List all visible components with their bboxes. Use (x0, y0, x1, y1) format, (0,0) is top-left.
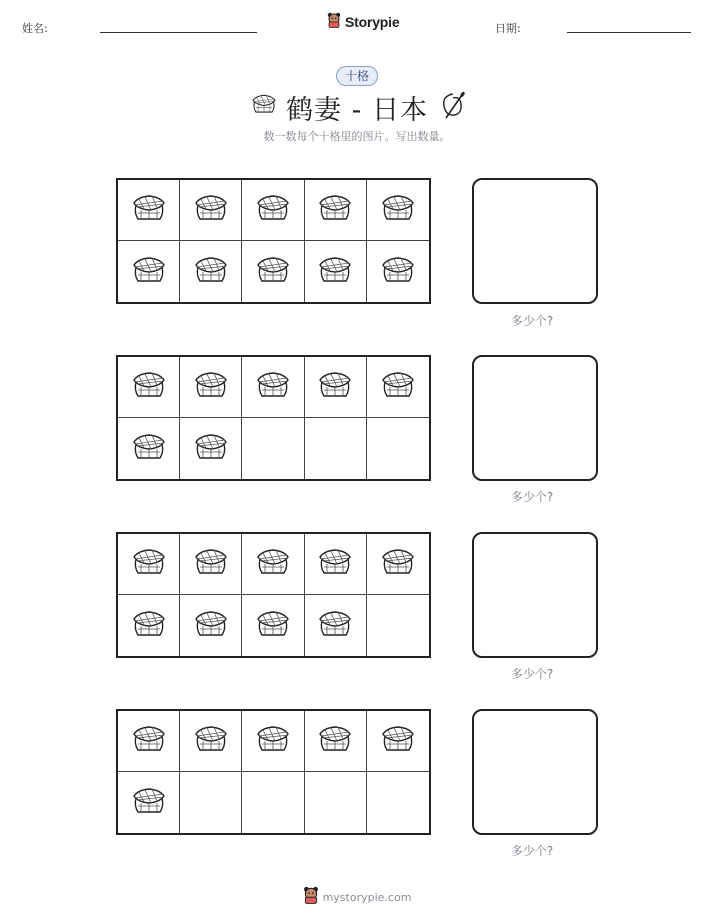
bear-mascot-icon (303, 886, 319, 908)
ten-frame-cell (180, 241, 242, 302)
ten-frame-cell (242, 772, 304, 833)
ten-frame-cell (367, 180, 429, 241)
bear-mascot-icon (327, 12, 341, 32)
ten-frame-cell (305, 180, 367, 241)
answer-box-2[interactable] (472, 355, 598, 481)
worksheet-title: 鹤妻 - 日本 (286, 95, 428, 126)
answer-box-3[interactable] (472, 532, 598, 658)
answer-prompt: 多少个? (510, 490, 554, 504)
folded-quilt-icon (130, 547, 168, 581)
answer-prompt: 多少个? (510, 314, 554, 328)
ten-frame-cell (305, 418, 367, 479)
ten-frame-cell (367, 241, 429, 302)
folded-quilt-icon (192, 370, 230, 404)
ten-frame-cell (367, 595, 429, 656)
folded-quilt-icon (192, 547, 230, 581)
folded-quilt-icon (379, 255, 417, 289)
folded-quilt-icon (130, 724, 168, 758)
folded-quilt-icon (192, 193, 230, 227)
folded-quilt-icon (316, 609, 354, 643)
folded-quilt-icon (316, 193, 354, 227)
folded-quilt-icon (192, 255, 230, 289)
ten-frame-cell (242, 418, 304, 479)
folded-quilt-icon (130, 370, 168, 404)
ten-frame-cell (305, 357, 367, 418)
ten-frame-cell (242, 241, 304, 302)
ten-frame-3 (116, 532, 431, 658)
brand-logo (327, 12, 399, 32)
ten-frame-cell (118, 180, 180, 241)
folded-quilt-icon (316, 547, 354, 581)
folded-quilt-icon (254, 255, 292, 289)
ten-frame-cell (180, 357, 242, 418)
ten-frame-4 (116, 709, 431, 835)
ten-frame-cell (242, 534, 304, 595)
date-label: 日期: (495, 22, 521, 35)
ten-frame-cell (367, 534, 429, 595)
folded-quilt-icon (316, 724, 354, 758)
ten-frame-cell (180, 534, 242, 595)
folded-quilt-icon (130, 432, 168, 466)
ten-frame-cell (118, 357, 180, 418)
ten-frame-cell (180, 711, 242, 772)
folded-quilt-icon (192, 609, 230, 643)
ten-frame-cell (305, 595, 367, 656)
ten-frame-cell (118, 595, 180, 656)
ten-frame-cell (118, 241, 180, 302)
name-line[interactable] (100, 32, 257, 33)
folded-quilt-icon (130, 255, 168, 289)
instructions: 数一数每个十格里的图片。写出数量。 (263, 130, 451, 143)
ten-frame-cell (242, 595, 304, 656)
ten-frame-cell (242, 357, 304, 418)
folded-quilt-icon (130, 193, 168, 227)
folded-quilt-icon (379, 370, 417, 404)
ten-frame-cell (305, 241, 367, 302)
answer-box-1[interactable] (472, 178, 598, 304)
ten-frame-cell (180, 595, 242, 656)
ten-frame-cell (118, 772, 180, 833)
folded-quilt-icon (254, 609, 292, 643)
answer-box-4[interactable] (472, 709, 598, 835)
ten-frame-cell (180, 772, 242, 833)
ten-frame-1 (116, 178, 431, 304)
folded-quilt-icon (254, 547, 292, 581)
ten-frame-cell (118, 418, 180, 479)
ten-frame-cell (180, 418, 242, 479)
ten-frame-cell (242, 711, 304, 772)
folded-quilt-icon (192, 432, 230, 466)
answer-prompt: 多少个? (510, 667, 554, 681)
worksheet-tag: 十格 (336, 66, 378, 86)
folded-quilt-icon (254, 370, 292, 404)
folded-quilt-icon (379, 193, 417, 227)
ten-frame-cell (242, 180, 304, 241)
folded-quilt-icon (316, 370, 354, 404)
ten-frame-cell (305, 534, 367, 595)
ten-frame-cell (367, 711, 429, 772)
folded-quilt-icon (130, 786, 168, 820)
ten-frame-cell (367, 357, 429, 418)
date-line[interactable] (567, 32, 691, 33)
ten-frame-cell (367, 418, 429, 479)
folded-quilt-icon (379, 724, 417, 758)
footer (0, 886, 714, 908)
folded-quilt-icon (192, 724, 230, 758)
needle-and-thread-icon (440, 90, 466, 124)
folded-quilt-icon (316, 255, 354, 289)
ten-frame-cell (367, 772, 429, 833)
ten-frame-cell (118, 711, 180, 772)
footer-site[interactable]: mystorypie.com (322, 890, 412, 904)
ten-frame-cell (118, 534, 180, 595)
folded-quilt-icon (254, 193, 292, 227)
answer-prompt: 多少个? (510, 844, 554, 858)
brand-name: Storypie (345, 14, 400, 30)
ten-frame-cell (305, 772, 367, 833)
name-label: 姓名: (22, 22, 48, 35)
folded-quilt-icon (130, 609, 168, 643)
ten-frame-2 (116, 355, 431, 481)
folded-quilt-icon (254, 724, 292, 758)
ten-frame-cell (305, 711, 367, 772)
ten-frame-cell (180, 180, 242, 241)
folded-quilt-icon (379, 547, 417, 581)
